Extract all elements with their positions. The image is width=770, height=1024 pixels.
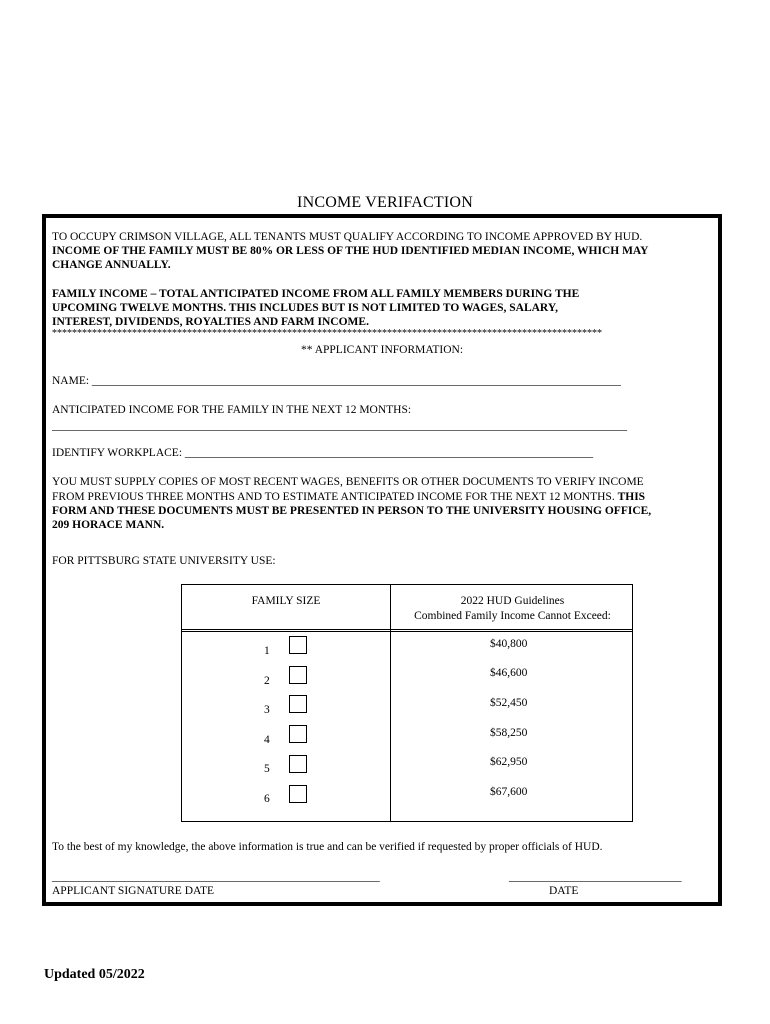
- hud-guidelines-header: [391, 594, 634, 624]
- hud-guidelines-header-line-1: 2022 HUD Guidelines: [460, 595, 565, 607]
- family-size-6: 6: [264, 793, 270, 805]
- income-guidelines-table: [181, 584, 633, 822]
- separator-stars: **************************************************************************************************************: [52, 328, 602, 339]
- supply-line-4: 209 HORACE MANN.: [52, 519, 165, 531]
- signature-line[interactable]: _________________________________________________________: [52, 871, 380, 883]
- income-limit-2: $46,600: [490, 667, 528, 679]
- family-size-6-checkbox[interactable]: [289, 785, 307, 803]
- supply-line-2b: THIS: [617, 491, 646, 503]
- income-limit-6: $67,600: [490, 786, 528, 798]
- family-size-3: 3: [264, 704, 270, 716]
- family-size-2-checkbox[interactable]: [289, 666, 307, 684]
- family-income-line-1: FAMILY INCOME – TOTAL ANTICIPATED INCOME FROM ALL FAMILY MEMBERS DURING THE: [52, 288, 580, 300]
- family-size-2: 2: [264, 675, 270, 687]
- page-title: INCOME VERIFACTION: [297, 194, 473, 211]
- name-field[interactable]: NAME: ____________________________________________________________________________________________: [52, 375, 621, 387]
- income-limit-1: $40,800: [490, 638, 528, 650]
- family-size-4-checkbox[interactable]: [289, 725, 307, 743]
- table-divider-horizontal-2: [182, 631, 632, 632]
- date-label: DATE: [549, 885, 579, 897]
- applicant-info-header: ** APPLICANT INFORMATION:: [300, 344, 464, 356]
- family-size-5: 5: [264, 763, 270, 775]
- supply-line-3: FORM AND THESE DOCUMENTS MUST BE PRESENTED IN PERSON TO THE UNIVERSITY HOUSING OFFICE,: [52, 505, 652, 517]
- family-size-4: 4: [264, 734, 270, 746]
- updated-date: Updated 05/2022: [44, 967, 145, 982]
- family-size-5-checkbox[interactable]: [289, 755, 307, 773]
- intro-line-2: INCOME OF THE FAMILY MUST BE 80% OR LESS OF THE HUD IDENTIFIED MEDIAN INCOME, WHICH MAY: [52, 245, 649, 257]
- income-limit-3: $52,450: [490, 697, 528, 709]
- family-income-line-3: INTEREST, DIVIDENDS, ROYALTIES AND FARM INCOME.: [52, 316, 369, 328]
- anticipated-income-field[interactable]: ____________________________________________________________________________________________________: [52, 420, 627, 432]
- table-divider-horizontal: [182, 629, 632, 630]
- certification-statement: To the best of my knowledge, the above information is true and can be verified if requested by proper officials of HUD.: [52, 841, 603, 853]
- intro-line-1: TO OCCUPY CRIMSON VILLAGE, ALL TENANTS MUST QUALIFY ACCORDING TO INCOME APPROVED BY HUD.: [52, 231, 643, 243]
- supply-line-1: YOU MUST SUPPLY COPIES OF MOST RECENT WAGES, BENEFITS OR OTHER DOCUMENTS TO VERIFY INCOME: [52, 476, 644, 488]
- workplace-field[interactable]: IDENTIFY WORKPLACE: _______________________________________________________________________: [52, 447, 594, 459]
- date-line[interactable]: ______________________________: [509, 871, 682, 883]
- family-size-3-checkbox[interactable]: [289, 695, 307, 713]
- income-limit-5: $62,950: [490, 756, 528, 768]
- intro-line-3: CHANGE ANNUALLY.: [52, 259, 171, 271]
- family-size-1-checkbox[interactable]: [289, 636, 307, 654]
- family-size-1: 1: [264, 645, 270, 657]
- supply-line-2a: FROM PREVIOUS THREE MONTHS AND TO ESTIMATE ANTICIPATED INCOME FOR THE NEXT 12 MONTHS.: [52, 491, 618, 503]
- university-use-label: FOR PITTSBURG STATE UNIVERSITY USE:: [52, 555, 276, 567]
- family-income-line-2: UPCOMING TWELVE MONTHS. THIS INCLUDES BUT IS NOT LIMITED TO WAGES, SALARY,: [52, 302, 558, 314]
- income-limit-4: $58,250: [490, 727, 528, 739]
- family-size-header: FAMILY SIZE: [251, 595, 321, 607]
- hud-guidelines-header-line-2: Combined Family Income Cannot Exceed:: [414, 610, 611, 622]
- signature-label: APPLICANT SIGNATURE DATE: [52, 885, 215, 897]
- anticipated-income-label: ANTICIPATED INCOME FOR THE FAMILY IN THE NEXT 12 MONTHS:: [52, 404, 412, 416]
- supply-line-2: [52, 490, 645, 505]
